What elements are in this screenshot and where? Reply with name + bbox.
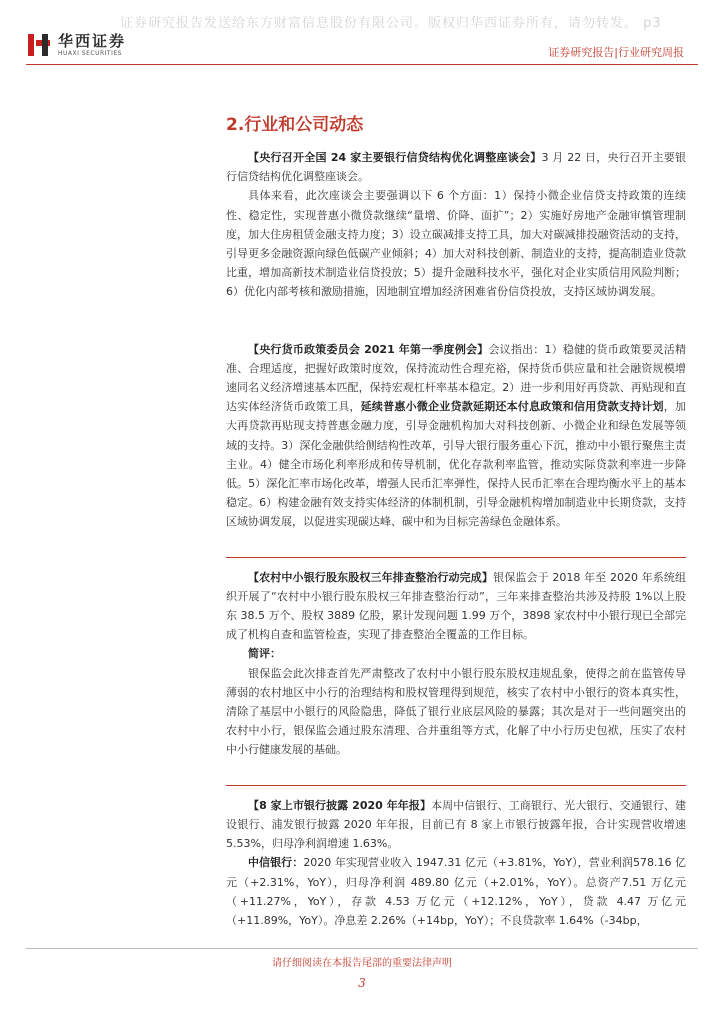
- footer-divider: [26, 948, 698, 949]
- report-type: 证券研究报告|行业研究周报: [548, 46, 684, 59]
- header-divider: [26, 64, 698, 65]
- item4-bank-label: 中信银行：: [248, 856, 304, 870]
- item4-paragraph: [226, 796, 686, 854]
- main-content: [226, 148, 686, 930]
- item4-body: 本周中信银行、工商银行、光大银行、交通银行、建设银行、浦发银行披露 2020 年年报，目前已有 8 家上市银行披露年报，合计实现营收增速 5.53%，归母净利润增速 1.63%。: [226, 798, 686, 851]
- item2-body-a: 会议指出：1）稳健的货币政策要灵活精准、合理适度，把握好政策时度效，保持流动性合理充裕，保持货币供应量和社会融资规模增速同名义经济增速基本匹配，保持宏观杠杆率基本稳定。2）进一步利用好再贷款、再贴现和直达实体经济货币政策工具，: [226, 342, 686, 414]
- logo-name-en: HUAXI SECURITIES: [58, 50, 122, 57]
- section-title: 2.行业和公司动态: [226, 115, 364, 135]
- company-logo: [26, 32, 126, 58]
- section-divider: [226, 785, 686, 786]
- item3-comment: 银保监会此次排查首先严肃整改了农村中小银行股东股权违规乱象，使得之前在监管传导薄弱的农村地区中小行的治理结构和股权管理得到规范，核实了农村中小银行的资本真实性，清除了基层中小银行的风险隐患，降低了银行业底层风险的暴露；其次是对于一些问题突出的农村中小行，银保监会通过股东清理、合并重组等方式，化解了中小行历史包袱，压实了农村中小行健康发展的基础。: [226, 666, 686, 757]
- item4-bank-body: 2020 年实现营业收入 1947.31 亿元（+3.81%，YoY），营业利润578.16 亿元（+2.31%，YoY），归母净利润 489.80 亿元（+2.01%，YoY）。总资产7.51 万亿元（+11.27%，YoY），存款 4.53 万亿元（+12.12%，YoY），贷款 4.47 万亿元（+11.89%，YoY）。净息差 2.26%（+14bp，YoY）；不良贷款率 1.64%（-34bp，: [226, 856, 687, 927]
- page-number: 3: [358, 976, 366, 990]
- item4-title: 【8 家上市银行披露 2020 年年报】: [248, 798, 432, 812]
- item2-body-b: ，加大再贷款再贴现支持普惠金融力度，引导金融机构加大对科技创新、小微企业和绿色发展等领域的支持。3）深化金融供给侧结构性改革，引导大银行服务重心下沉，推动中小银行聚焦主责主业。4）健全市场化利率形成和传导机制，优化存款利率监管，推动实际贷款利率进一步降低。5）深化汇率市场化改革，增强人民币汇率弹性，保持人民币汇率在合理均衡水平上的基本稳定。6）构建金融有效支持实体经济的体制机制，引导金融机构增加制造业中长期贷款，支持区域协调发展，以促进实现碳达峰、碳中和为目标完善绿色金融体系。: [226, 400, 687, 529]
- item3-comment-label: 简评：: [248, 647, 281, 661]
- legal-notice: 请仔细阅读在本报告尾部的重要法律声明: [272, 958, 452, 969]
- item2-body-bold: 延续普惠小微企业贷款延期还本付息政策和信用贷款支持计划: [360, 400, 664, 414]
- item1-lead-paragraph: [226, 148, 686, 186]
- section-divider: [226, 557, 686, 558]
- item3-title: 【农村中小银行股东股权三年排查整治行动完成】: [248, 570, 494, 584]
- item3-body: 银保监会于 2018 年至 2020 年系统组织开展了“农村中小银行股东股权三年排查整治行动”，三年来排查整治共涉及持股 1%以上股东 38.5 万个、股权 3889 亿股，累计发现问题 1.99 万个，3898 家农村中小银行现已全部完成了机构自查和监管检查，实现了排查整治全覆盖的工作目标。: [226, 570, 687, 642]
- watermark-text: 证券研究报告发送给东方财富信息股份有限公司。版权归华西证券所有，请勿转发。 p3: [120, 16, 662, 31]
- logo-name-cn: 华西证券: [58, 32, 127, 50]
- item1-lead: 3 月 22 日，央行召开主要银行信贷结构优化调整座谈会。: [226, 151, 686, 184]
- item3-paragraph: [226, 568, 686, 645]
- item1-title: 【央行召开全国 24 家主要银行信贷结构优化调整座谈会】: [248, 151, 542, 164]
- item2-title: 【央行货币政策委员会 2021 年第一季度例会】: [248, 342, 489, 356]
- item1-body: 具体来看，此次座谈会主要强调以下 6 个方面：1）保持小微企业信贷支持政策的连续性、稳定性，实现普惠小微贷款继续“量增、价降、面扩”；2）实施好房地产金融审慎管理制度，加大住房租赁金融支持力度；3）设立碳减排支持工具，加大对碳减排投融资活动的支持，引导更多金融资源向绿色低碳产业倾斜；4）加大对科技创新、制造业的支持，提高制造业贷款比重，增加高新技术制造业信贷投放；5）提升金融科技水平，强化对企业实质信用风险判断；6）优化内部考核和激励措施，因地制宜增加经济困难省份信贷投放，支持区域协调发展。: [226, 189, 686, 299]
- item4-bank-paragraph: [226, 853, 686, 930]
- logo-icon: [26, 32, 52, 58]
- item2-paragraph: [226, 340, 686, 532]
